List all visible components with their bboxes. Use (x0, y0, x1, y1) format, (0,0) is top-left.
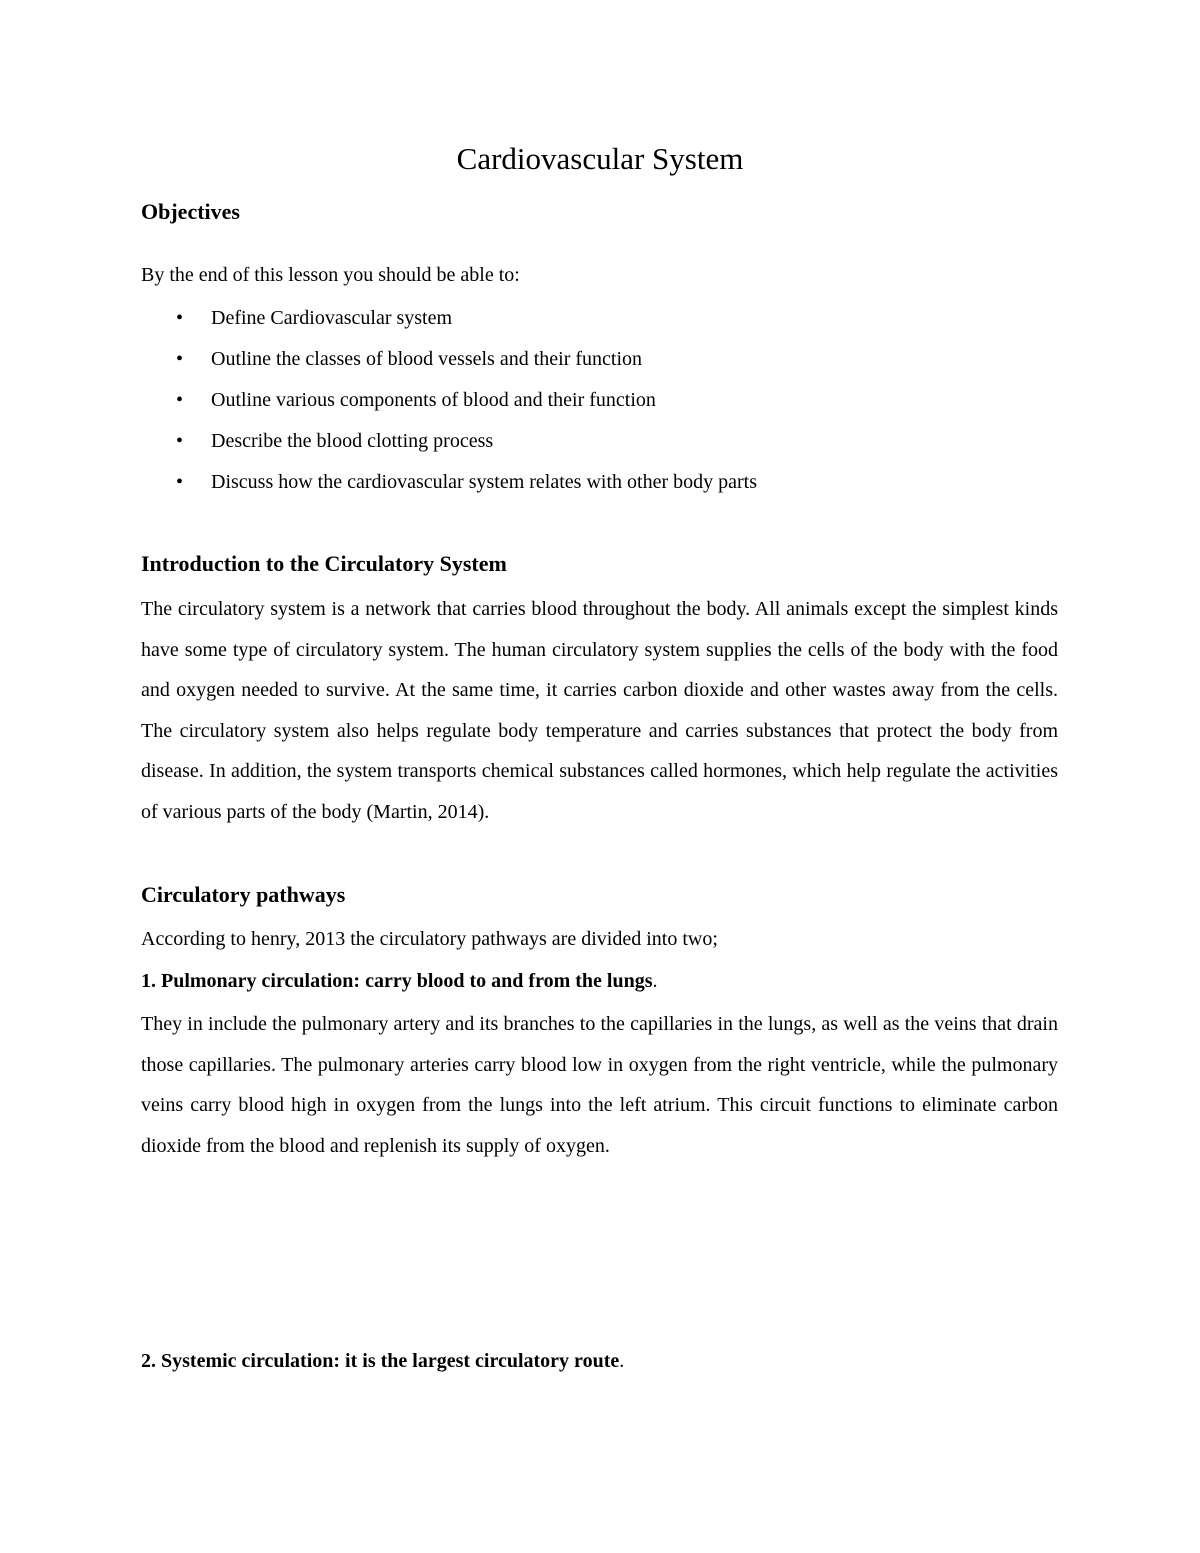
bullet-icon: • (176, 471, 184, 493)
bullet-icon: • (176, 430, 184, 452)
pulmonary-title: Pulmonary circulation: carry blood to and from the lungs (161, 970, 653, 992)
list-item-text: Outline the classes of blood vessels and their function (211, 348, 643, 370)
bullet-icon: • (176, 389, 184, 411)
pathways-heading: Circulatory pathways (141, 882, 346, 907)
systemic-period: . (619, 1350, 625, 1372)
pulmonary-paragraph: They in include the pulmonary artery and its branches to the capillaries in the lungs, as well as the veins that drain those capillaries. The pulmonary arteries carry blood low in oxygen from the right ventricle, while the pulmonary veins carry blood high in oxygen from the lungs into the left atrium. This circuit functions to eliminate carbon dioxide from the blood and replenish its supply of oxygen. (141, 1013, 1058, 1157)
systemic-number: 2. (141, 1350, 156, 1372)
pulmonary-heading (141, 970, 657, 993)
introduction-paragraph: The circulatory system is a network that carries blood throughout the body. All animals except the simplest kinds have some type of circulatory system. The human circulatory system supplies the cells of the body with the food and oxygen needed to survive. At the same time, it carries carbon dioxide and other wastes away from the cells. The circulatory system also helps regulate body temperature and carries substances that protect the body from disease. In addition, the system transports chemical substances called hormones, which help regulate the activities of various parts of the body (Martin, 2014). (141, 598, 1058, 823)
list-item-text: Outline various components of blood and their function (211, 389, 656, 411)
systemic-title: Systemic circulation: it is the largest circulatory route (161, 1350, 620, 1372)
list-item-text: Describe the blood clotting process (211, 430, 494, 452)
objectives-heading: Objectives (141, 199, 240, 224)
introduction-heading: Introduction to the Circulatory System (141, 551, 507, 576)
pulmonary-period: . (652, 970, 658, 992)
bullet-icon: • (176, 307, 184, 329)
pulmonary-number: 1. (141, 970, 156, 992)
pathways-lead: According to henry, 2013 the circulatory pathways are divided into two; (141, 928, 718, 950)
list-item-text: Discuss how the cardiovascular system relates with other body parts (211, 471, 757, 493)
bullet-icon: • (176, 348, 184, 370)
objectives-lead: By the end of this lesson you should be able to: (141, 264, 520, 286)
document-title: Cardiovascular System (456, 141, 744, 176)
list-item-text: Define Cardiovascular system (211, 307, 453, 329)
systemic-heading (141, 1350, 624, 1373)
